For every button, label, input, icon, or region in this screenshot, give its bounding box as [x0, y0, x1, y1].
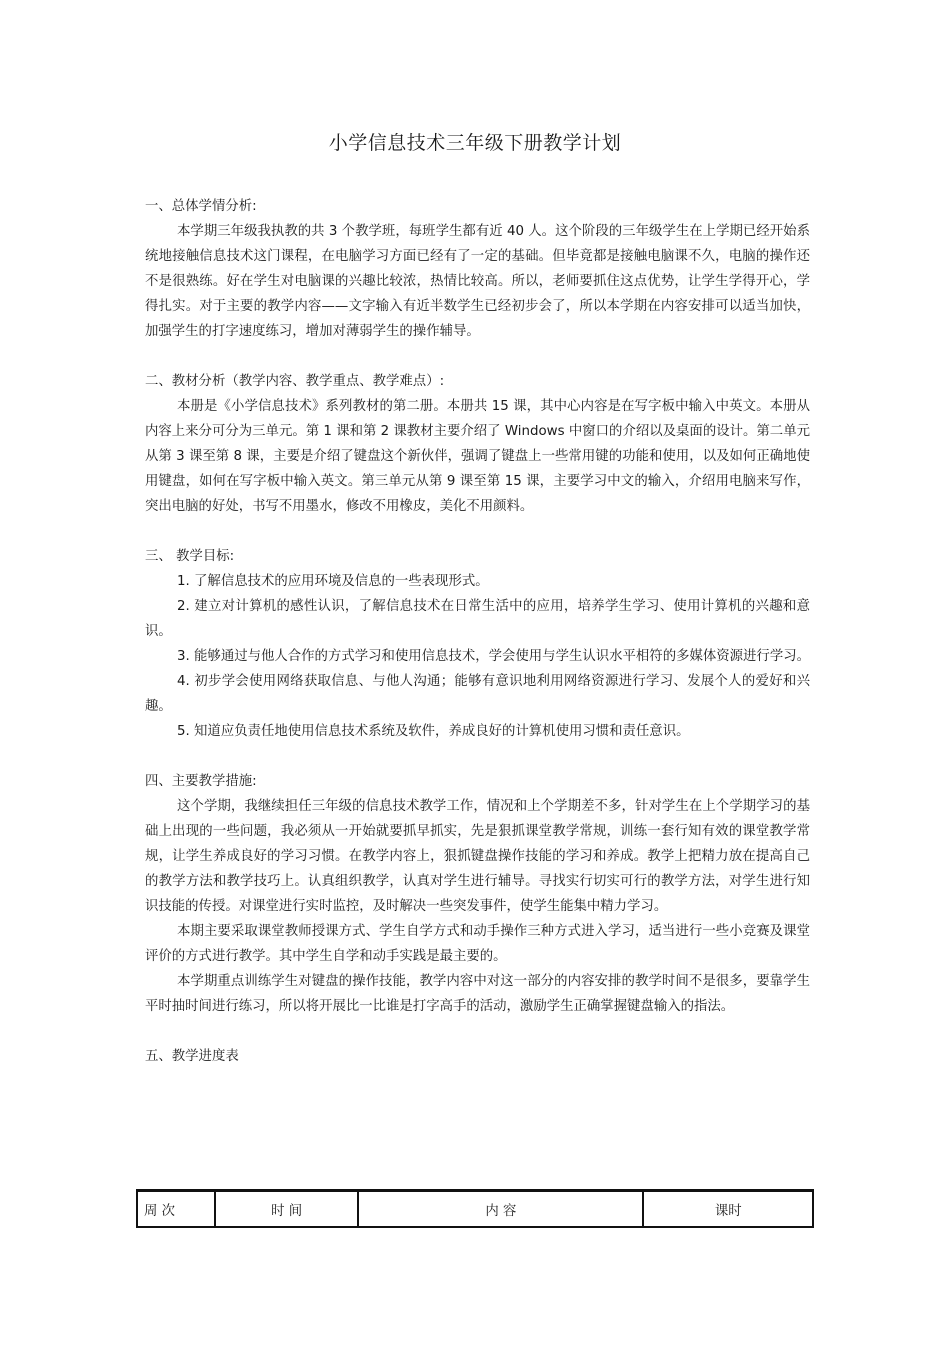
header-hours: 课时 [643, 1191, 813, 1228]
section-2 [145, 369, 810, 519]
goal-item: 2. 建立对计算机的感性认识，了解信息技术在日常生活中的应用，培养学生学习、使用计算机的兴趣和意识。 [145, 599, 810, 639]
header-week: 周 次 [137, 1191, 215, 1228]
schedule-table [136, 1189, 814, 1228]
header-content: 内 容 [358, 1191, 643, 1228]
document-body [145, 194, 810, 1069]
goal-item: 3. 能够通过与他人合作的方式学习和使用信息技术，学会使用与学生认识水平相符的多媒体资源进行学习。 [177, 649, 810, 664]
goal-item: 5. 知道应负责任地使用信息技术系统及软件，养成良好的计算机使用习惯和责任意识。 [177, 724, 690, 739]
header-time: 时 间 [215, 1191, 359, 1228]
paragraph: 本册是《小学信息技术》系列教材的第二册。本册共 15 课，其中心内容是在写字板中输入中英文。本册从内容上来分可分为三单元。第 1 课和第 2 课教材主要介绍了 Windows 中窗口的介绍以及桌面的设计。第二单元从第 3 课至第 8 课，主要是介绍了键盘这个新伙伴，强调了键盘上一些常用键的功能和使用，以及如何正确地使用键盘，如何在写字板中输入英文。第三单元从第 9 课至第 15 课，主要学习中文的输入，介绍用电脑来写作，突出电脑的好处，书写不用墨水，修改不用橡皮，美化不用颜料。 [145, 399, 810, 514]
section-1 [145, 194, 810, 344]
goal-item: 1. 了解信息技术的应用环境及信息的一些表现形式。 [177, 574, 489, 589]
paragraph: 本学期重点训练学生对键盘的操作技能，教学内容中对这一部分的内容安排的教学时间不是很多，要靠学生平时抽时间进行练习，所以将开展比一比谁是打字高手的活动，激励学生正确掌握键盘输入的指法。 [145, 974, 810, 1014]
goal-item: 4. 初步学会使用网络获取信息、与他人沟通；能够有意识地利用网络资源进行学习、发展个人的爱好和兴趣。 [145, 674, 810, 714]
paragraph: 本学期三年级我执教的共 3 个教学班，每班学生都有近 40 人。这个阶段的三年级学生在上学期已经开始系统地接触信息技术这门课程，在电脑学习方面已经有了一定的基础。但毕竟都是接触电脑课不久，电脑的操作还不是很熟练。好在学生对电脑课的兴趣比较浓，热情比较高。所以，老师要抓住这点优势，让学生学得开心，学得扎实。对于主要的教学内容——文字输入有近半数学生已经初步会了，所以本学期在内容安排可以适当加快，加强学生的打字速度练习，增加对薄弱学生的操作辅导。 [145, 224, 810, 339]
paragraph: 这个学期，我继续担任三年级的信息技术教学工作，情况和上个学期差不多，针对学生在上个学期学习的基础上出现的一些问题，我必须从一开始就要抓早抓实，先是狠抓课堂教学常规，训练一套行知有效的课堂教学常规，让学生养成良好的学习习惯。在教学内容上，狠抓键盘操作技能的学习和养成。教学上把精力放在提高自己的教学方法和教学技巧上。认真组织教学，认真对学生进行辅导。寻找实行切实可行的教学方法，对学生进行知识技能的传授。对课堂进行实时监控，及时解决一些突发事件，使学生能集中精力学习。 [145, 799, 810, 914]
section-3 [145, 544, 810, 744]
paragraph: 本期主要采取课堂教师授课方式、学生自学方式和动手操作三种方式进入学习，适当进行一些小竞赛及课堂评价的方式进行教学。其中学生自学和动手实践是最主要的。 [145, 924, 810, 964]
section-4 [145, 769, 810, 1019]
section-5 [145, 1044, 810, 1069]
section-heading: 二、教材分析（教学内容、教学重点、教学难点）: [145, 374, 445, 389]
section-heading: 一、总体学情分析: [145, 199, 257, 214]
document-title: 小学信息技术三年级下册教学计划 [328, 132, 622, 154]
section-heading: 四、主要教学措施: [145, 774, 257, 789]
table-header-row [137, 1191, 813, 1228]
section-heading: 三、 教学目标: [145, 549, 235, 564]
section-heading: 五、教学进度表 [145, 1049, 239, 1064]
